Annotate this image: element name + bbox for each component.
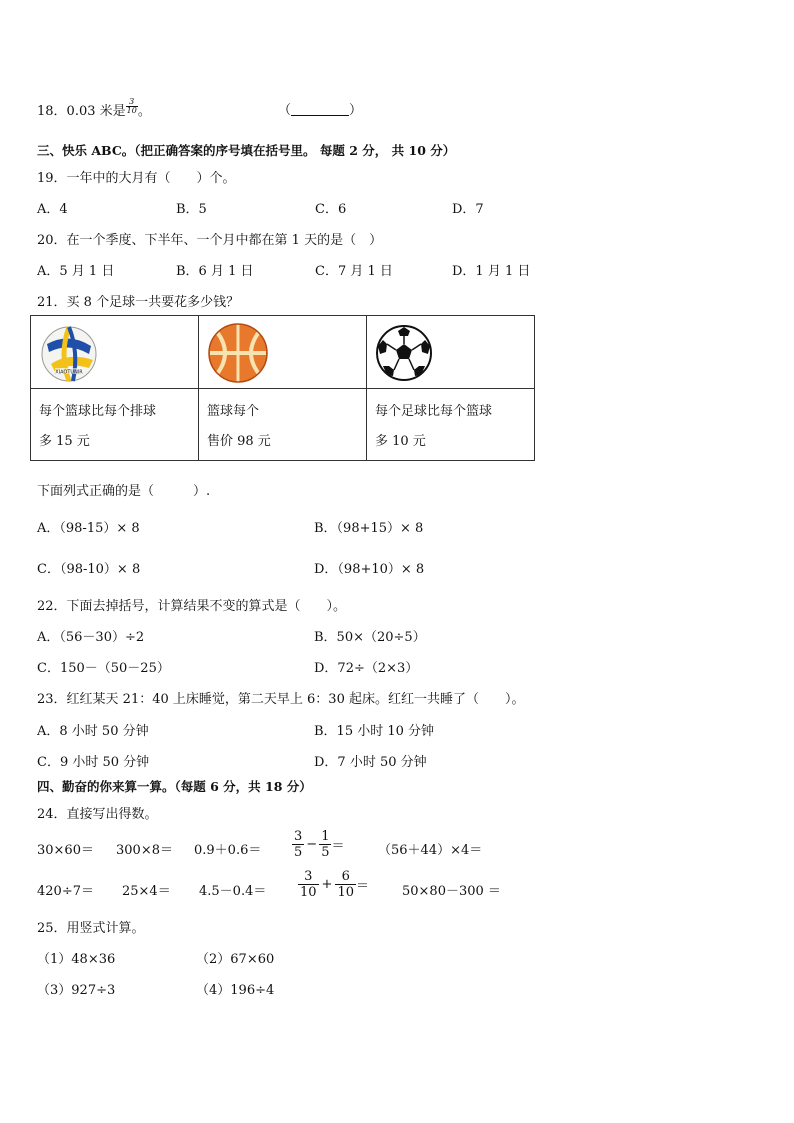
q22-stem: 22．下面去掉括号，计算结果不变的算式是（ ）。 xyxy=(37,599,347,614)
q19-option-a[interactable]: A．4 xyxy=(37,202,68,217)
q21-option-b[interactable]: B．（98+15）× 8 xyxy=(314,521,424,536)
q25-stem: 25．用竖式计算。 xyxy=(37,921,145,936)
q18-fraction: $\frac{3}{10}$ xyxy=(126,97,137,115)
q25-item3: （3）927÷3 xyxy=(37,983,116,998)
section3-heading: 三、快乐 ABC。（把正确答案的序号填在括号里。 每题 2 分， 共 10 分） xyxy=(37,143,456,158)
q22-option-a[interactable]: A．（56－30）÷2 xyxy=(37,630,145,645)
q24-r2-item3: 4.5－0.4＝ xyxy=(199,884,267,899)
q23-option-d[interactable]: D．7 小时 50 分钟 xyxy=(314,755,427,770)
q23-option-c[interactable]: C．9 小时 50 分钟 xyxy=(37,755,150,770)
basketball-cell xyxy=(199,316,367,389)
q24-r1-fraction-expr: $\frac{3}{5}$ − $\frac{1}{5}$ ＝ xyxy=(294,829,345,860)
q19-stem: 19．一年中的大月有（ ）个。 xyxy=(37,171,236,186)
q21-option-d[interactable]: D．（98+10）× 8 xyxy=(314,562,425,577)
q24-r1-item2: 300×8＝ xyxy=(116,843,173,858)
section4-heading: 四、勤奋的你来算一算。（每题 6 分，共 18 分） xyxy=(37,779,312,794)
q18-line: 18．0.03 米是 $\frac{3}{10}$ 。 xyxy=(37,97,151,119)
table-cell-basketball-text: 篮球每个 售价 98 元 xyxy=(199,389,367,461)
q24-r2-fraction-expr: $\frac{3}{10}$ + $\frac{6}{10}$ ＝ xyxy=(300,869,370,900)
q22-option-b[interactable]: B．50×（20÷5） xyxy=(314,630,426,645)
q21-question: 下面列式正确的是（ ）. xyxy=(37,484,211,499)
q20-stem: 20．在一个季度、下半年、一个月中都在第 1 天的是（ ） xyxy=(37,233,383,248)
q22-option-c[interactable]: C．150－（50－25） xyxy=(37,661,170,676)
ball-price-table xyxy=(30,315,535,461)
q20-option-a[interactable]: A．5 月 1 日 xyxy=(37,264,115,279)
soccer-ball-icon xyxy=(375,324,433,382)
q23-option-a[interactable]: A．8 小时 50 分钟 xyxy=(37,724,149,739)
q19-option-b[interactable]: B．5 xyxy=(176,202,207,217)
q18-answer-blank[interactable]: （ ） xyxy=(278,103,363,118)
q21-option-a[interactable]: A．（98-15）× 8 xyxy=(37,521,140,536)
q25-item2: （2）67×60 xyxy=(196,952,275,967)
volleyball-cell xyxy=(31,316,199,389)
q24-r1-item3: 0.9＋0.6＝ xyxy=(194,843,262,858)
q25-item4: （4）196÷4 xyxy=(196,983,275,998)
q23-option-b[interactable]: B．15 小时 10 分钟 xyxy=(314,724,435,739)
q19-option-d[interactable]: D．7 xyxy=(452,202,484,217)
table-cell-volleyball-text: 每个篮球比每个排球 多 15 元 xyxy=(31,389,199,461)
q20-option-c[interactable]: C．7 月 1 日 xyxy=(315,264,393,279)
q22-option-d[interactable]: D．72÷（2×3） xyxy=(314,661,419,676)
q20-option-d[interactable]: D．1 月 1 日 xyxy=(452,264,531,279)
basketball-icon xyxy=(207,322,269,384)
svg-text:XIAOTUNIR: XIAOTUNIR xyxy=(55,369,83,376)
q24-stem: 24．直接写出得数。 xyxy=(37,807,158,822)
q25-item1: （1）48×36 xyxy=(37,952,116,967)
q23-stem: 23．红红某天 21：40 上床睡觉，第二天早上 6：30 起床。红红一共睡了（ ）。 xyxy=(37,692,525,707)
q19-option-c[interactable]: C．6 xyxy=(315,202,347,217)
q24-r2-item1: 420÷7＝ xyxy=(37,884,94,899)
soccer-ball-cell xyxy=(367,316,535,389)
q21-stem: 21．买 8 个足球一共要花多少钱？ xyxy=(37,295,240,310)
q24-r2-item5: 50×80－300 ＝ xyxy=(402,884,501,899)
q24-r1-item5: （56＋44）×4＝ xyxy=(378,843,483,858)
table-cell-soccer-text: 每个足球比每个篮球 多 10 元 xyxy=(367,389,535,461)
q20-option-b[interactable]: B．6 月 1 日 xyxy=(176,264,254,279)
q21-option-c[interactable]: C．（98-10）× 8 xyxy=(37,562,141,577)
q24-r1-item1: 30×60＝ xyxy=(37,843,94,858)
q18-text: 18．0.03 米是 xyxy=(37,104,126,119)
volleyball-icon xyxy=(39,324,99,384)
q24-r2-item2: 25×4＝ xyxy=(122,884,171,899)
